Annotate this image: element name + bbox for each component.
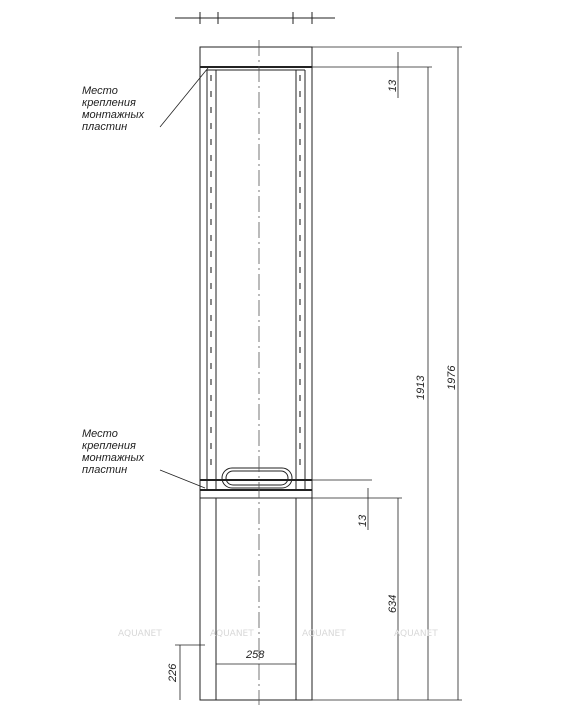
callout-top-line-4: пластин	[82, 121, 128, 133]
watermark-row	[118, 629, 438, 639]
callout-bottom-line-3: монтажных	[82, 452, 145, 464]
hidden-lines	[211, 75, 300, 470]
callout-top-line-1: Место	[82, 85, 118, 97]
dim-1913: 1913	[415, 375, 427, 400]
leader-line-top	[160, 68, 208, 127]
callout-bottom-line-4: пластин	[82, 464, 128, 476]
dim-13-top: 13	[387, 79, 399, 92]
watermark-1: AQUANET	[118, 629, 162, 639]
dim-1976: 1976	[446, 365, 458, 390]
callout-bottom-line-1: Место	[82, 428, 118, 440]
right-dimensions	[175, 47, 462, 700]
callout-bottom	[82, 428, 144, 476]
top-dimension-marks	[175, 12, 335, 24]
dim-634: 634	[387, 594, 399, 613]
dim-258: 258	[246, 649, 265, 661]
watermark-3: AQUANET	[302, 629, 346, 639]
callout-top-line-2: крепления	[82, 97, 136, 109]
leader-line-bottom	[160, 470, 205, 488]
callout-top	[82, 85, 144, 133]
watermark-2: AQUANET	[210, 629, 254, 639]
callout-bottom-line-2: крепления	[82, 440, 136, 452]
callout-top-line-3: монтажных	[82, 109, 145, 121]
dim-13-bottom: 13	[357, 514, 369, 527]
dim-226: 226	[167, 663, 179, 682]
watermark-4: AQUANET	[394, 629, 438, 639]
cabinet-outline	[200, 47, 312, 700]
